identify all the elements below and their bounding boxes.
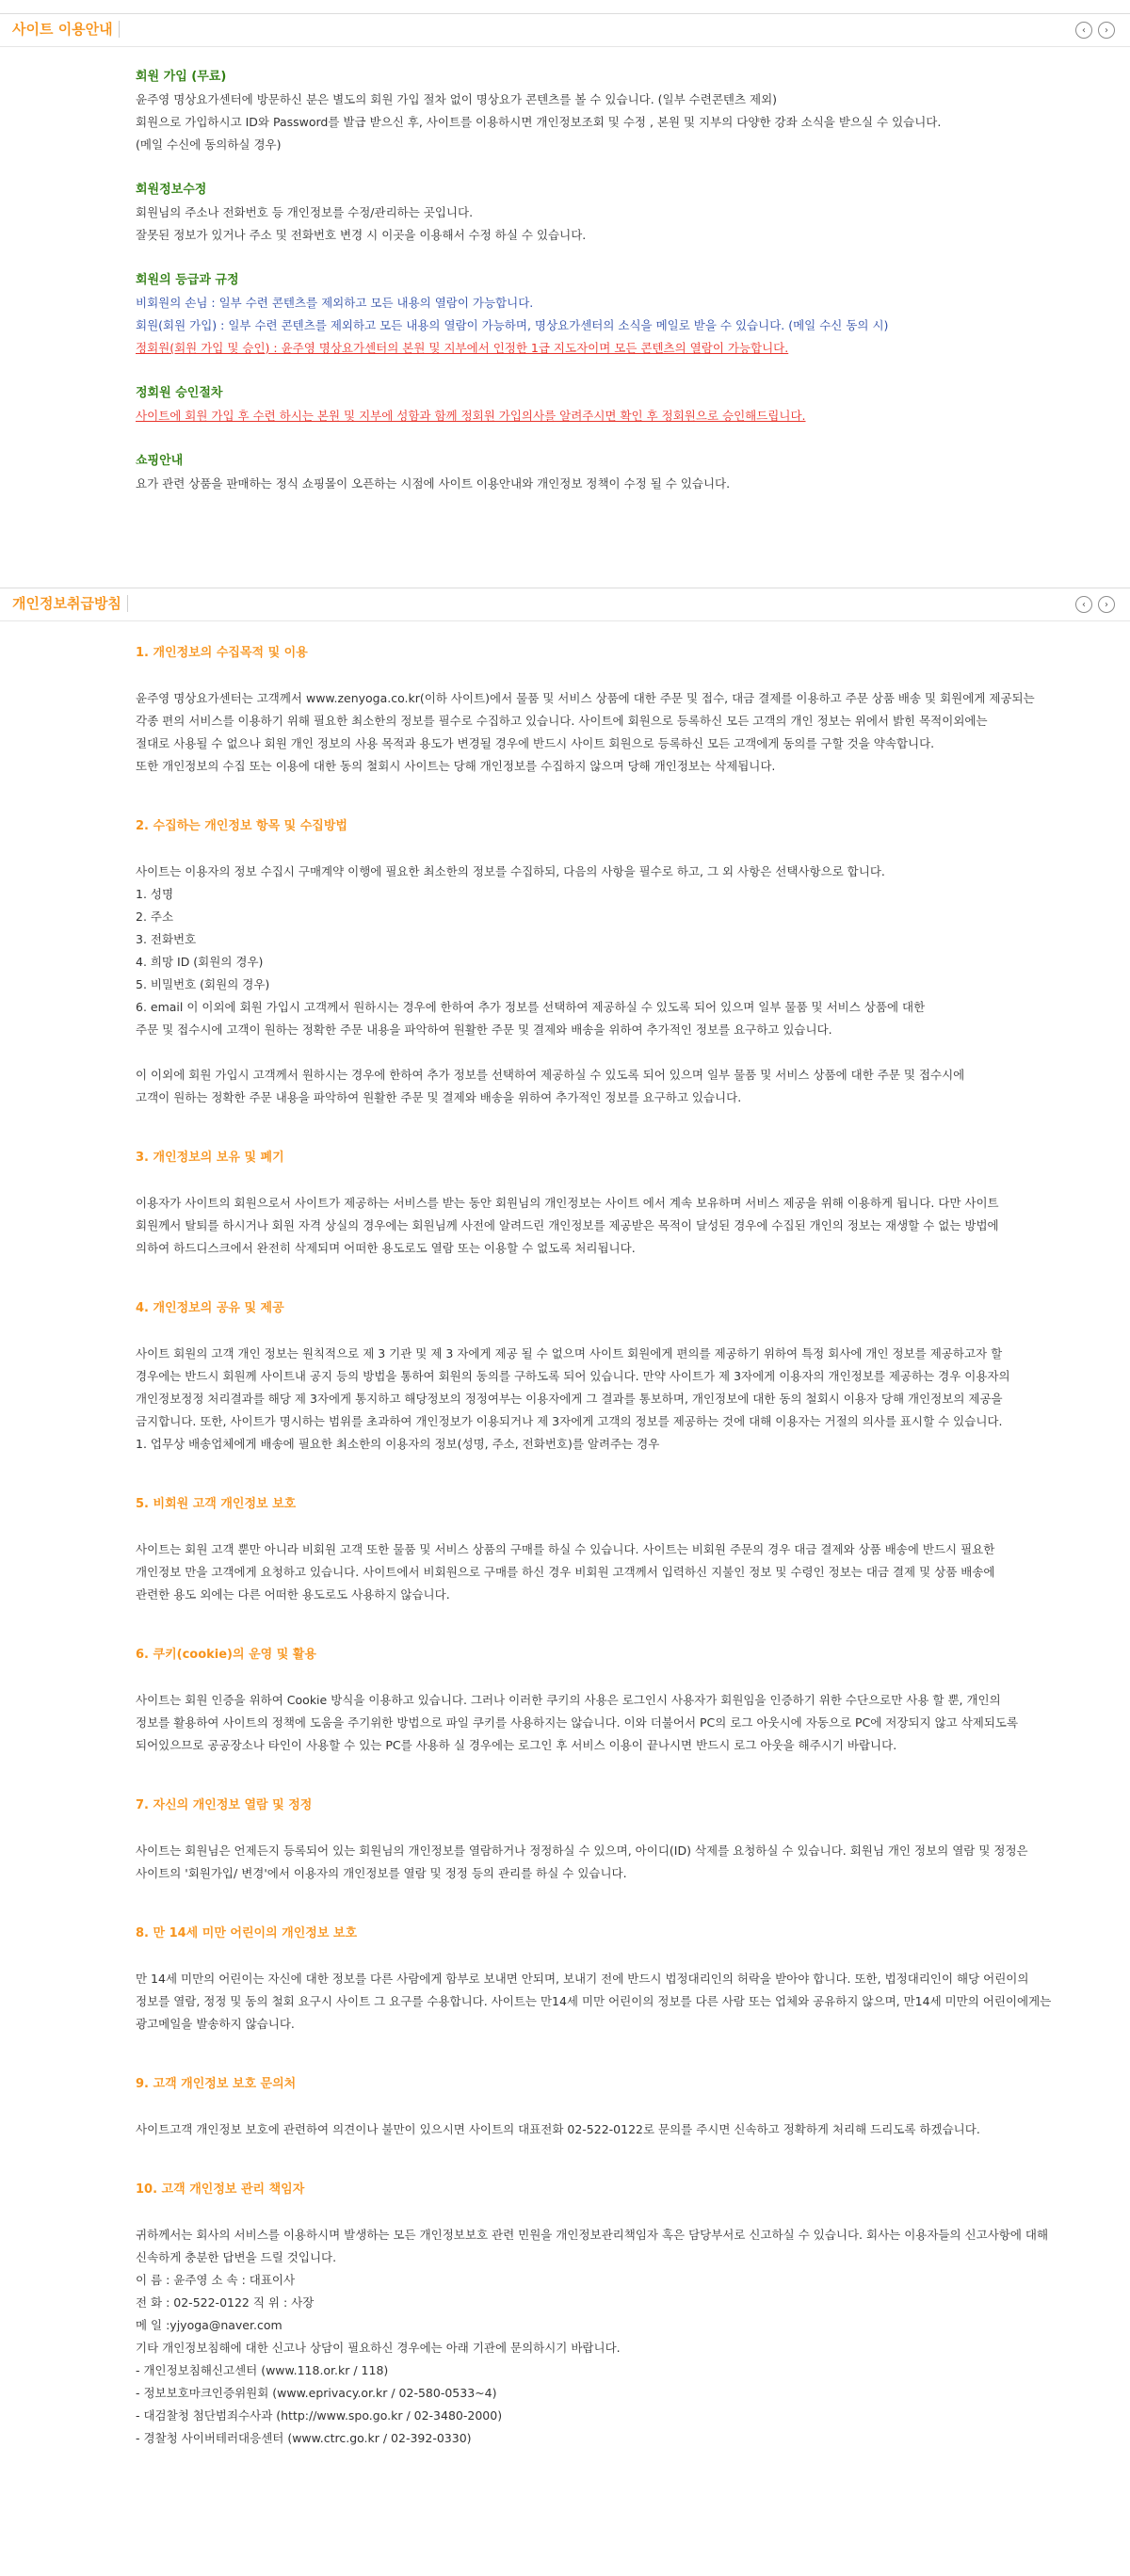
section-heading: 1. 개인정보의 수집목적 및 이용 xyxy=(136,646,308,660)
text-line: - 개인정보침해신고센터 (www.118.or.kr / 118) xyxy=(136,2363,389,2377)
section-heading: 4. 개인정보의 공유 및 제공 xyxy=(136,1301,284,1315)
text-line: 비회원의 손님 : 일부 수련 콘텐츠를 제외하고 모든 내용의 열람이 가능합니다. xyxy=(136,296,534,310)
text-line: 회원(회원 가입) : 일부 수련 콘텐츠를 제외하고 모든 내용의 열람이 가능하며, 명상요가센터의 소식을 메일로 받을 수 있습니다. (메일 수신 동의 시) xyxy=(136,318,889,332)
section-heading: 8. 만 14세 미만 어린이의 개인정보 보호 xyxy=(136,1926,358,1940)
text-line: 1. 성명 xyxy=(136,887,174,901)
section-heading: 정회원 승인절차 xyxy=(136,386,223,400)
text-line: 이용자가 사이트의 회원으로서 사이트가 제공하는 서비스를 받는 동안 회원님의 개인정보는 사이트 에서 계속 보유하며 서비스 제공을 위해 이용하게 됩니다. 다만 사이트 xyxy=(136,1196,999,1210)
text-line: 정보를 열람, 정정 및 동의 철회 요구시 사이트 그 요구를 수용합니다. 사이트는 만14세 미만 어린이의 정보를 다른 사람 또는 업체와 공유하지 않으며, 만14세 미만의 어린이에게는 xyxy=(136,1994,1052,2008)
section-heading: 회원의 등급과 규정 xyxy=(136,273,239,287)
text-line: 이 이외에 회원 가입시 고객께서 원하시는 경우에 한하여 추가 정보를 선택하여 제공하실 수 있도록 되어 있으며 일부 물품 및 서비스 상품에 대한 주문 및 접수시에 xyxy=(136,1068,965,1082)
text-line: 1. 업무상 배송업체에게 배송에 필요한 최소한의 이용자의 정보(성명, 주소, 전화번호)를 알려주는 경우 xyxy=(136,1437,660,1451)
section-heading: 회원정보수정 xyxy=(136,183,207,197)
text-line: 정보를 활용하여 사이트의 정책에 도움을 주기위한 방법으로 파일 쿠키를 사용하지는 않습니다. 이와 더불어서 PC의 로그 아웃시에 자동으로 PC에 저장되지 않고 삭제되도록 xyxy=(136,1715,1019,1730)
text-line: 요가 관련 상품을 판매하는 정식 쇼핑몰이 오픈하는 시점에 사이트 이용안내와 개인정보 정책이 수정 될 수 있습니다. xyxy=(136,476,731,491)
section-heading: 5. 비회원 고객 개인정보 보호 xyxy=(136,1497,297,1511)
text-line: 회원께서 탈퇴를 하시거나 회원 자격 상실의 경우에는 회원님께 사전에 알려드린 개인정보를 제공받은 목적이 달성된 경우에 수집된 개인의 정보는 재생할 수 없는 방법에 xyxy=(136,1218,999,1232)
next-arrow-icon[interactable]: › xyxy=(1098,596,1115,613)
section-heading: 쇼핑안내 xyxy=(136,454,184,468)
text-line: 고객이 원하는 정확한 주문 내용을 파악하여 원활한 주문 및 결제와 배송을 위하여 추가적인 정보를 요구하고 있습니다. xyxy=(136,1090,742,1104)
privacy-title: 개인정보취급방침 xyxy=(12,595,128,612)
text-line: 정회원(회원 가입 및 승인) : 윤주영 명상요가센터의 본원 및 지부에서 인정한 1급 지도자이며 모든 콘텐츠의 열람이 가능합니다. xyxy=(136,341,789,355)
section-heading: 7. 자신의 개인정보 열람 및 정정 xyxy=(136,1798,313,1812)
text-line: - 정보보호마크인증위원회 (www.eprivacy.or.kr / 02-580-0533~4) xyxy=(136,2386,497,2400)
text-line: 이 름 : 윤주영 소 속 : 대표이사 xyxy=(136,2273,296,2287)
text-line: 개인정보 만을 고객에게 요청하고 있습니다. 사이트에서 비회원으로 구매를 하신 경우 비회원 고객께서 입력하신 지불인 정보 및 수령인 정보는 대금 결제 및 상품 배송에 xyxy=(136,1565,995,1579)
text-line: 광고메일을 발송하지 않습니다. xyxy=(136,2017,295,2031)
text-line: 회원으로 가입하시고 ID와 Password를 발급 받으신 후, 사이트를 이용하시면 개인정보조회 및 수정 , 본원 및 지부의 다양한 강좌 소식을 받으실 수 있습니다. xyxy=(136,115,942,129)
text-line: 주문 및 접수시에 고객이 원하는 정확한 주문 내용을 파악하여 원활한 주문 및 결제와 배송을 위하여 추가적인 정보를 요구하고 있습니다. xyxy=(136,1022,832,1037)
privacy-content xyxy=(136,642,1124,2487)
text-line: 2. 주소 xyxy=(136,910,174,924)
text-line: 6. email 이 이외에 회원 가입시 고객께서 원하시는 경우에 한하여 추가 정보를 선택하여 제공하실 수 있도록 되어 있으며 일부 물품 및 서비스 상품에 대한 xyxy=(136,1000,926,1014)
section-heading: 6. 쿠키(cookie)의 운영 및 활용 xyxy=(136,1648,316,1662)
text-line: 금지합니다. 또한, 사이트가 명시하는 범위를 초과하여 개인정보가 이용되거나 제 3자에게 고객의 정보를 제공하는 것에 대해 이용자는 거절의 의사를 표시할 수 있습니다. xyxy=(136,1414,1003,1428)
text-line: 회원님의 주소나 전화번호 등 개인정보를 수정/관리하는 곳입니다. xyxy=(136,205,474,219)
text-line: 사이트는 회원 인증을 위하여 Cookie 방식을 이용하고 있습니다. 그러나 이러한 쿠키의 사용은 로그인시 사용자가 회원임을 인증하기 위한 수단으로만 사용 할 뿐, 개인의 xyxy=(136,1693,1001,1707)
section-heading: 3. 개인정보의 보유 및 폐기 xyxy=(136,1151,284,1165)
text-line: 기타 개인정보침해에 대한 신고나 상담이 필요하신 경우에는 아래 기관에 문의하시기 바랍니다. xyxy=(136,2341,621,2355)
text-line: 사이트는 회원 고객 뿐만 아니라 비회원 고객 또한 물품 및 서비스 상품의 구매를 하실 수 있습니다. 사이트는 비회원 주문의 경우 대금 결제와 상품 배송에 반드시 필요한 xyxy=(136,1542,995,1556)
text-line: 만 14세 미만의 어린이는 자신에 대한 정보를 다른 사람에게 함부로 보내면 안되며, 보내기 전에 반드시 법정대리인의 허락을 받아야 합니다. 또한, 법정대리인이 해당 어린이의 xyxy=(136,1972,1029,1986)
text-line: 또한 개인정보의 수집 또는 이용에 대한 동의 철회시 사이트는 당해 개인정보를 수집하지 않으며 당해 개인정보는 삭제됩니다. xyxy=(136,759,776,773)
text-line: 5. 비밀번호 (회원의 경우) xyxy=(136,977,270,991)
section-heading: 회원 가입 (무료) xyxy=(136,70,227,84)
text-line: 관련한 용도 외에는 다른 어떠한 용도로도 사용하지 않습니다. xyxy=(136,1587,450,1602)
text-line: 되어있으므로 공공장소나 타인이 사용할 수 있는 PC를 사용하 실 경우에는 로그인 후 서비스 이용이 끝나시면 반드시 로그 아웃을 해주시기 바랍니다. xyxy=(136,1738,897,1752)
text-line: 윤주영 명상요가센터는 고객께서 www.zenyoga.co.kr(이하 사이트)에서 물품 및 서비스 상품에 대한 주문 및 접수, 대금 결제를 이용하고 주문 상품 배송 및 회원에게 제공되는 xyxy=(136,691,1035,705)
text-line: 잘못된 정보가 있거나 주소 및 전화번호 변경 시 이곳을 이용해서 수정 하실 수 있습니다. xyxy=(136,228,587,242)
text-line: 사이트 회원의 고객 개인 정보는 원칙적으로 제 3 기관 및 제 3 자에게 제공 될 수 없으며 사이트 회원에게 편의를 제공하기 위하여 특정 회사에 개인 정보를 제공하고자 할 xyxy=(136,1346,1003,1360)
privacy-header xyxy=(0,588,1130,621)
text-line: 의하여 하드디스크에서 완전히 삭제되며 어떠한 용도로도 열람 또는 이용할 수 없도록 처리됩니다. xyxy=(136,1241,636,1255)
next-arrow-icon[interactable]: › xyxy=(1098,22,1115,39)
text-line: 사이트고객 개인정보 보호에 관련하여 의견이나 불만이 있으시면 사이트의 대표전화 02-522-0122로 문의를 주시면 신속하고 정확하게 처리해 드리도록 하겠습니다. xyxy=(136,2122,980,2136)
prev-arrow-icon[interactable]: ‹ xyxy=(1075,22,1092,39)
site-guide-header xyxy=(0,13,1130,47)
text-line: - 대검찰청 첨단범죄수사과 (http://www.spo.go.kr / 02-3480-2000) xyxy=(136,2408,503,2423)
text-line: 윤주영 명상요가센터에 방문하신 분은 별도의 회원 가입 절차 없이 명상요가 콘텐츠를 볼 수 있습니다. (일부 수련콘텐츠 제외) xyxy=(136,92,778,106)
text-line: 각종 편의 서비스를 이용하기 위해 필요한 최소한의 정보를 필수로 수집하고 있습니다. 사이트에 회원으로 등록하신 모든 고객의 개인 정보는 위에서 밝힌 목적이외에는 xyxy=(136,714,988,728)
text-line: 전 화 : 02-522-0122 직 위 : 사장 xyxy=(136,2295,315,2310)
text-line: 메 일 :yjyoga@naver.com xyxy=(136,2318,282,2332)
text-line: 신속하게 충분한 답변을 드릴 것입니다. xyxy=(136,2250,337,2264)
text-line: 4. 희망 ID (회원의 경우) xyxy=(136,955,264,969)
text-line: 3. 전화번호 xyxy=(136,932,197,946)
section-heading: 10. 고객 개인정보 관리 책임자 xyxy=(136,2182,305,2197)
section-heading: 9. 고객 개인정보 보호 문의처 xyxy=(136,2077,297,2091)
text-line: 귀하께서는 회사의 서비스를 이용하시며 발생하는 모든 개인정보보호 관련 민원을 개인정보관리책임자 혹은 담당부서로 신고하실 수 있습니다. 회사는 이용자들의 신고사항에 대해 xyxy=(136,2228,1049,2242)
text-line: - 경찰청 사이버테러대응센터 (www.ctrc.go.kr / 02-392-0330) xyxy=(136,2431,472,2445)
section-heading: 2. 수집하는 개인정보 항목 및 수집방법 xyxy=(136,819,347,833)
text-line: 경우에는 반드시 회원께 사이트내 공지 등의 방법을 통하여 회원의 동의를 구하도록 되어 있습니다. 만약 사이트가 제 3자에게 이용자의 개인정보를 제공하는 경우 이용자의 xyxy=(136,1369,1010,1383)
text-line: 사이트에 회원 가입 후 수련 하시는 본원 및 지부에 성함과 함께 정회원 가입의사를 알려주시면 확인 후 정회원으로 승인해드립니다. xyxy=(136,409,806,423)
site-guide-title: 사이트 이용안내 xyxy=(12,21,120,38)
text-line: 절대로 사용될 수 없으나 회원 개인 정보의 사용 목적과 용도가 변경될 경우에 반드시 사이트 회원으로 등록하신 모든 고객에게 동의를 구할 것을 약속합니다. xyxy=(136,736,935,750)
text-line: (메일 수신에 동의하실 경우) xyxy=(136,137,282,152)
text-line: 사이트는 회원님은 언제든지 등록되어 있는 회원님의 개인정보를 열람하거나 정정하실 수 있으며, 아이디(ID) 삭제를 요청하실 수 있습니다. 회원님 개인 정보의 열람 및 정정은 xyxy=(136,1843,1028,1858)
site-guide-content xyxy=(136,66,1124,495)
prev-arrow-icon[interactable]: ‹ xyxy=(1075,596,1092,613)
text-line: 사이트의 '회원가입/ 변경'에서 이용자의 개인정보를 열람 및 정정 등의 관리를 하실 수 있습니다. xyxy=(136,1866,627,1880)
text-line: 개인정보정정 처리결과를 해당 제 3자에게 통지하고 해당정보의 정정여부는 이용자에게 그 결과를 통보하며, 개인정보에 대한 동의 철회시 이용자 당해 개인정보의 제공을 xyxy=(136,1392,1003,1406)
text-line: 사이트는 이용자의 정보 수집시 구매계약 이행에 필요한 최소한의 정보를 수집하되, 다음의 사항을 필수로 하고, 그 외 사항은 선택사항으로 합니다. xyxy=(136,864,885,878)
